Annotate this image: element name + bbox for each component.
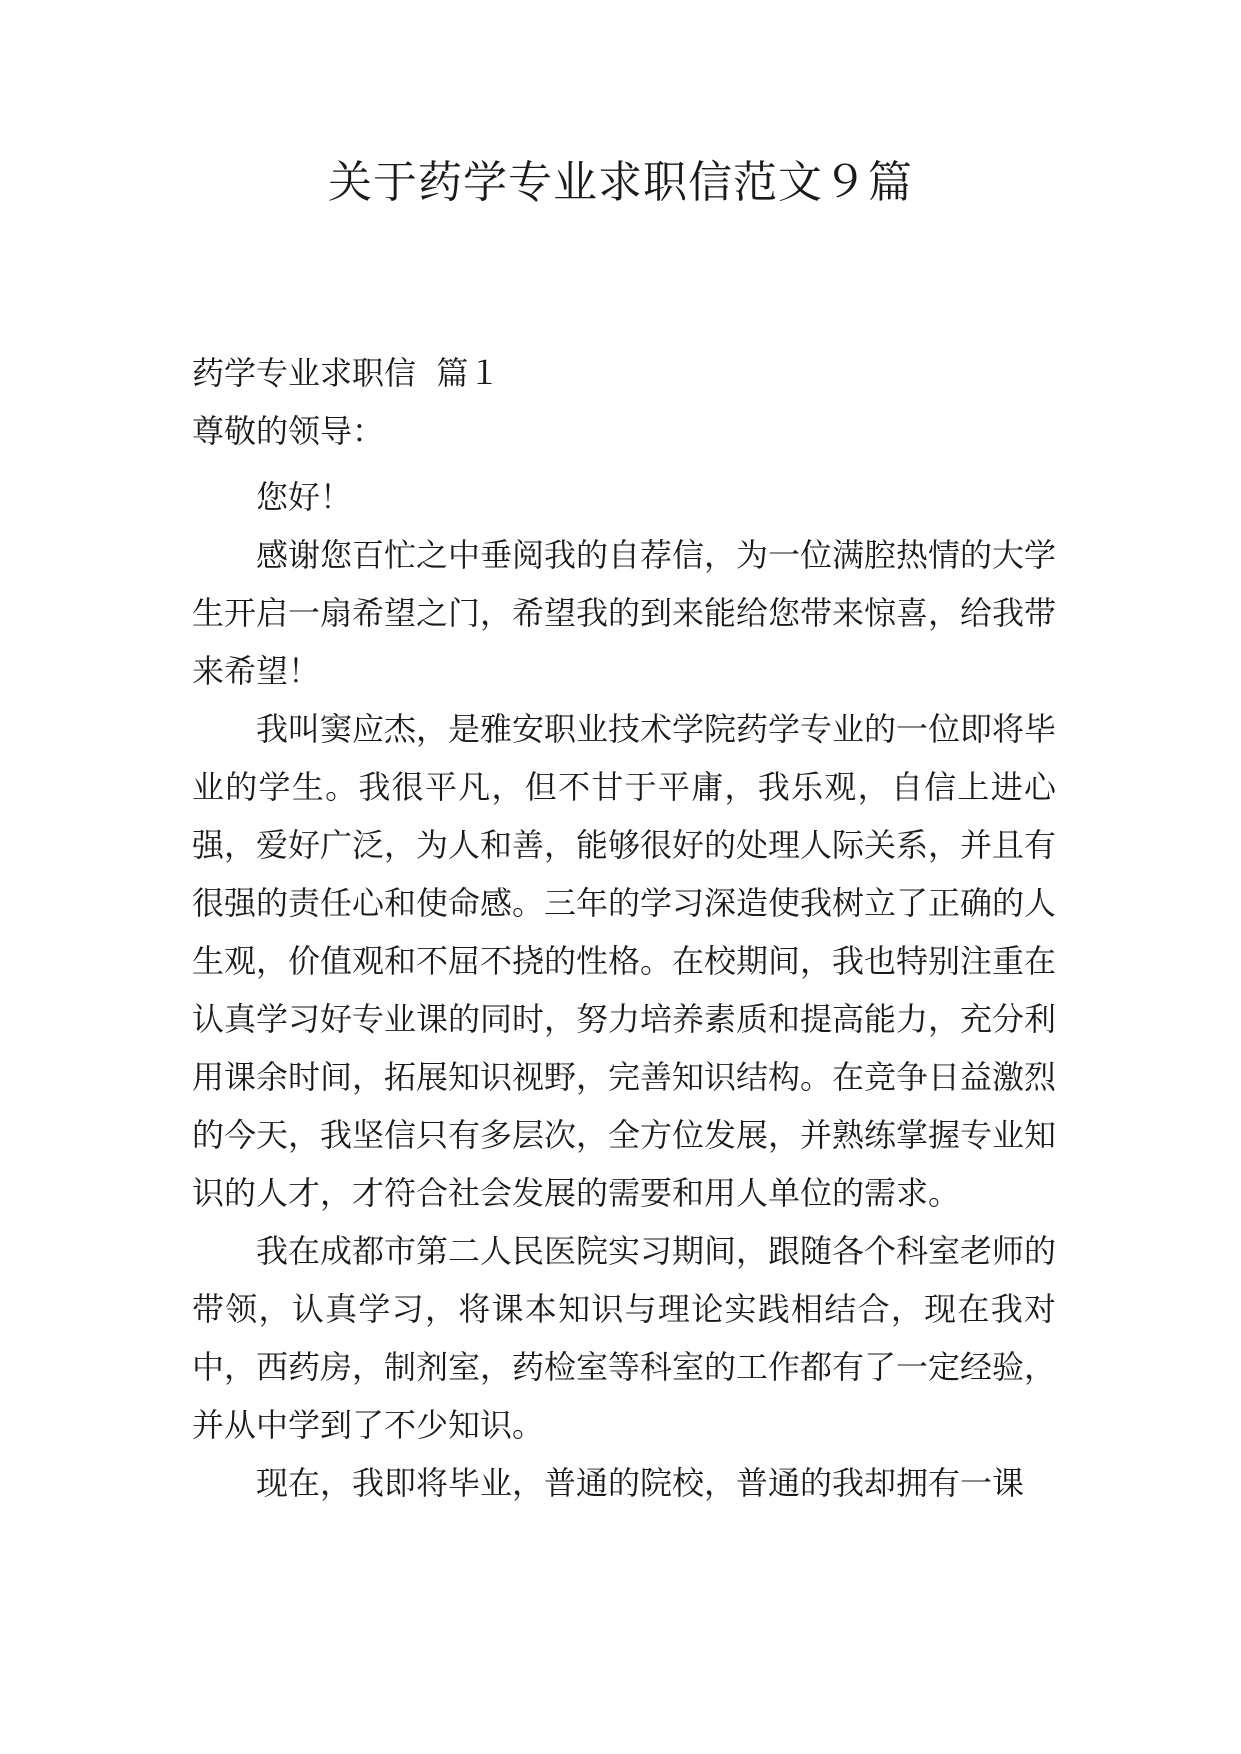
letter-body <box>192 344 1056 1512</box>
paragraph: 我在成都市第二人民医院实习期间，跟随各个科室老师的带领，认真学习，将课本知识与理论实践相结合，现在我对中，西药房，制剂室，药检室等科室的工作都有了一定经验，并从中学到了不少知识。 <box>192 1232 1057 1444</box>
paragraph: 现在，我即将毕业，普通的院校，普通的我却拥有一课 <box>256 1464 1025 1502</box>
paragraph: 感谢您百忙之中垂阅我的自荐信，为一位满腔热情的大学生开启一扇希望之门，希望我的到来能给您带来惊喜，给我带来希望！ <box>192 536 1057 690</box>
salutation: 尊敬的领导： <box>192 412 385 450</box>
document-title: 关于药学专业求职信范文９篇 <box>328 157 913 208</box>
greeting: 您好！ <box>256 478 353 516</box>
section-heading: 药学专业求职信 篇１ <box>192 354 501 392</box>
paragraph: 我叫窦应杰，是雅安职业技术学院药学专业的一位即将毕业的学生。我很平凡，但不甘于平庸，我乐观，自信上进心强，爱好广泛，为人和善，能够很好的处理人际关系，并且有很强的责任心和使命感。三年的学习深造使我树立了正确的人生观，价值观和不屈不挠的性格。在校期间，我也特别注重在认真学习好专业课的同时，努力培养素质和提高能力，充分利用课余时间，拓展知识视野，完善知识结构。在竞争日益激烈的今天，我坚信只有多层次，全方位发展，并熟练掌握专业知识的人才，才符合社会发展的需要和用人单位的需求。 <box>192 710 1057 1212</box>
